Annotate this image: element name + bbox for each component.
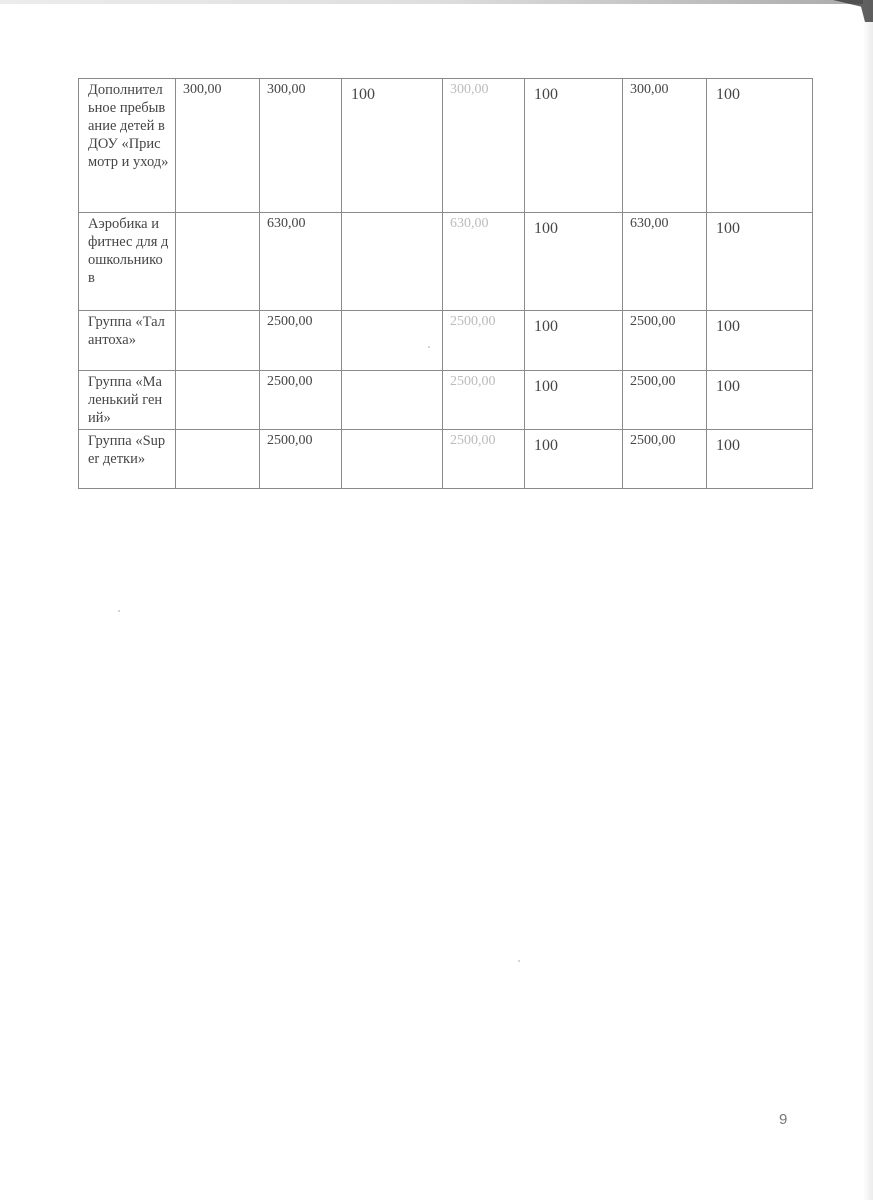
percent-cell: 100 — [707, 311, 813, 371]
service-name-cell: Группа «Super детки» — [79, 430, 176, 489]
table-row — [79, 79, 813, 213]
percent-cell: 100 — [525, 430, 623, 489]
service-name-cell: Группа «Маленький гений» — [79, 371, 176, 430]
value-cell: 2500,00 — [443, 311, 525, 371]
value-cell: 300,00 — [623, 79, 707, 213]
service-name-cell: Дополнительное пребывание детей в ДОУ «Присмотр и уход» — [79, 79, 176, 213]
scan-speck — [518, 960, 520, 962]
page-number: 9 — [779, 1111, 788, 1128]
percent-cell: 100 — [707, 430, 813, 489]
value-cell: 2500,00 — [443, 430, 525, 489]
scan-right-edge — [863, 0, 873, 1200]
percent-cell: 100 — [707, 213, 813, 311]
value-cell: 300,00 — [176, 79, 260, 213]
value-cell — [176, 311, 260, 371]
value-cell: 300,00 — [260, 79, 342, 213]
value-cell — [176, 371, 260, 430]
value-cell: 630,00 — [260, 213, 342, 311]
fees-table — [78, 78, 813, 489]
service-name-cell: Группа «Талантоха» — [79, 311, 176, 371]
value-cell: 2500,00 — [623, 371, 707, 430]
scan-speck — [118, 610, 120, 612]
percent-cell — [342, 371, 443, 430]
table-row — [79, 213, 813, 311]
percent-cell: 100 — [525, 213, 623, 311]
percent-cell — [342, 311, 443, 371]
value-cell: 2500,00 — [623, 430, 707, 489]
percent-cell: 100 — [707, 371, 813, 430]
value-cell: 2500,00 — [443, 371, 525, 430]
value-cell: 630,00 — [443, 213, 525, 311]
scan-top-edge — [0, 0, 873, 4]
percent-cell: 100 — [342, 79, 443, 213]
percent-cell: 100 — [525, 371, 623, 430]
value-cell — [176, 213, 260, 311]
percent-cell — [342, 213, 443, 311]
value-cell: 2500,00 — [260, 371, 342, 430]
table-row — [79, 311, 813, 371]
value-cell: 2500,00 — [623, 311, 707, 371]
value-cell: 2500,00 — [260, 430, 342, 489]
percent-cell: 100 — [525, 79, 623, 213]
percent-cell: 100 — [707, 79, 813, 213]
percent-cell — [342, 430, 443, 489]
value-cell: 630,00 — [623, 213, 707, 311]
percent-cell: 100 — [525, 311, 623, 371]
table-row — [79, 371, 813, 430]
table-row — [79, 430, 813, 489]
service-name-cell: Аэробика и фитнес для дошкольников — [79, 213, 176, 311]
value-cell: 300,00 — [443, 79, 525, 213]
value-cell: 2500,00 — [260, 311, 342, 371]
scan-speck — [428, 346, 430, 348]
value-cell — [176, 430, 260, 489]
